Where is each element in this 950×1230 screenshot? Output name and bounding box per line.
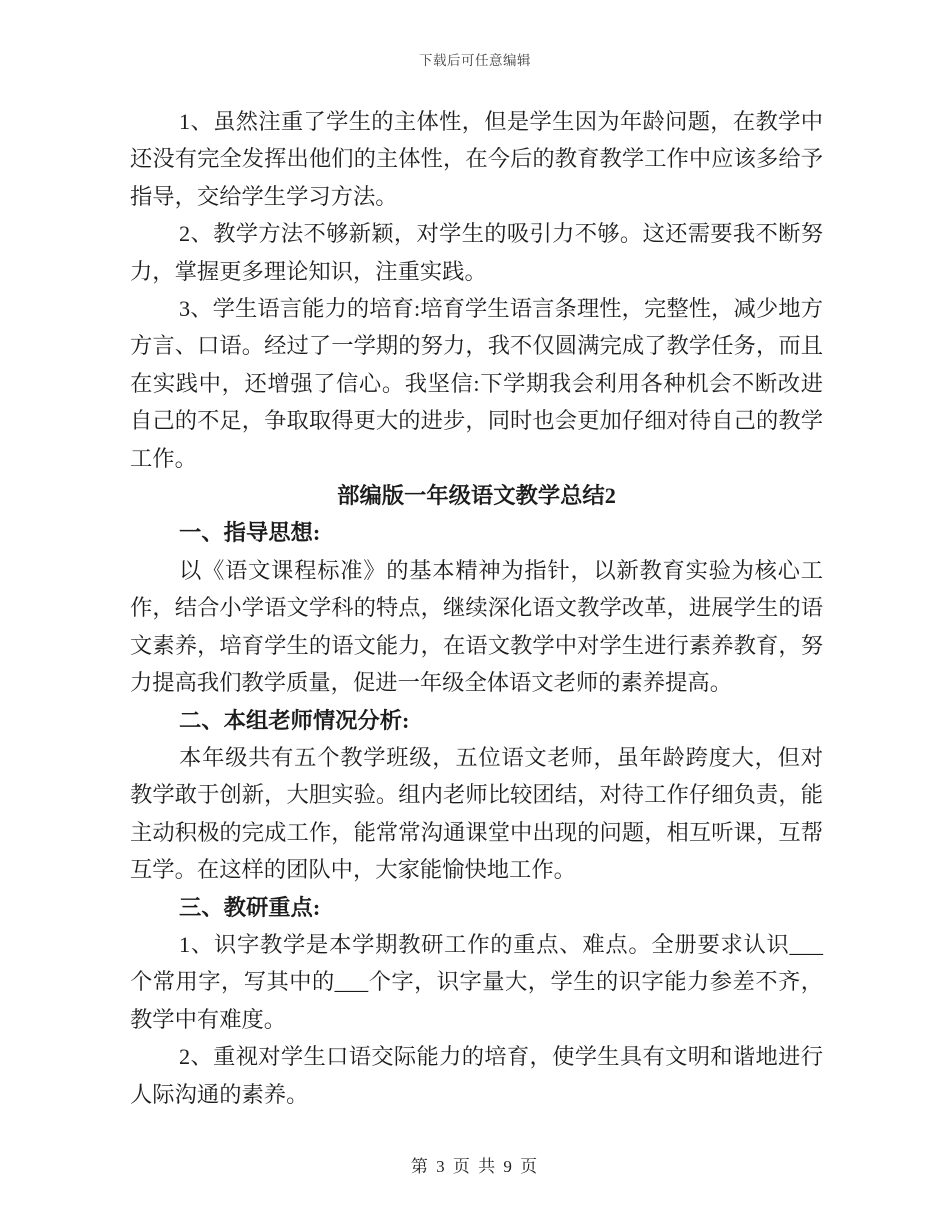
section-heading: 二、本组老师情况分析:: [179, 707, 410, 733]
section-heading: 一、指导思想:: [179, 520, 321, 546]
paragraph: 2、重视对学生口语交际能力的培育，使学生具有文明和谐地进行人际沟通的素养。: [130, 1044, 823, 1107]
header-watermark-text: 下载后可任意编辑: [419, 53, 531, 68]
paragraph: 本年级共有五个教学班级，五位语文老师，虽年龄跨度大，但对教学敢于创新，大胆实验。组内老师比较团结，对待工作仔细负责，能主动积极的完成工作，能常常沟通课堂中出现的问题，相互听课，互帮互学。在这样的团队中，大家能愉快地工作。: [130, 744, 823, 883]
doc-title: 部编版一年级语文教学总结2: [337, 483, 616, 509]
document-body: [130, 103, 823, 1113]
page-number-footer: 第 3 页 共 9 页: [410, 1157, 540, 1176]
paragraph: 2、教学方法不够新颖，对学生的吸引力不够。这还需要我不断努力，掌握更多理论知识，注重实践。: [130, 221, 823, 284]
paragraph: 以《语文课程标准》的基本精神为指针，以新教育实验为核心工作，结合小学语文学科的特点，继续深化语文教学改革，进展学生的语文素养，培育学生的语文能力，在语文教学中对学生进行素养教育，努力提高我们教学质量，促进一年级全体语文老师的素养提高。: [130, 557, 823, 696]
paragraph: 3、学生语言能力的培育:培育学生语言条理性，完整性，减少地方方言、口语。经过了一学期的努力，我不仅圆满完成了教学任务，而且在实践中，还增强了信心。我坚信:下学期我会利用各种机会不断改进自己的不足，争取取得更大的进步，同时也会更加仔细对待自己的教学工作。: [130, 296, 823, 471]
paragraph: 1、识字教学是本学期教研工作的重点、难点。全册要求认识___个常用字，写其中的___个字，识字量大，学生的识字能力参差不齐，教学中有难度。: [130, 931, 823, 1032]
section-heading: 三、教研重点:: [179, 894, 321, 920]
paragraph: 1、虽然注重了学生的主体性，但是学生因为年龄问题，在教学中还没有完全发挥出他们的主体性，在今后的教育教学工作中应该多给予指导，交给学生学习方法。: [130, 109, 823, 209]
